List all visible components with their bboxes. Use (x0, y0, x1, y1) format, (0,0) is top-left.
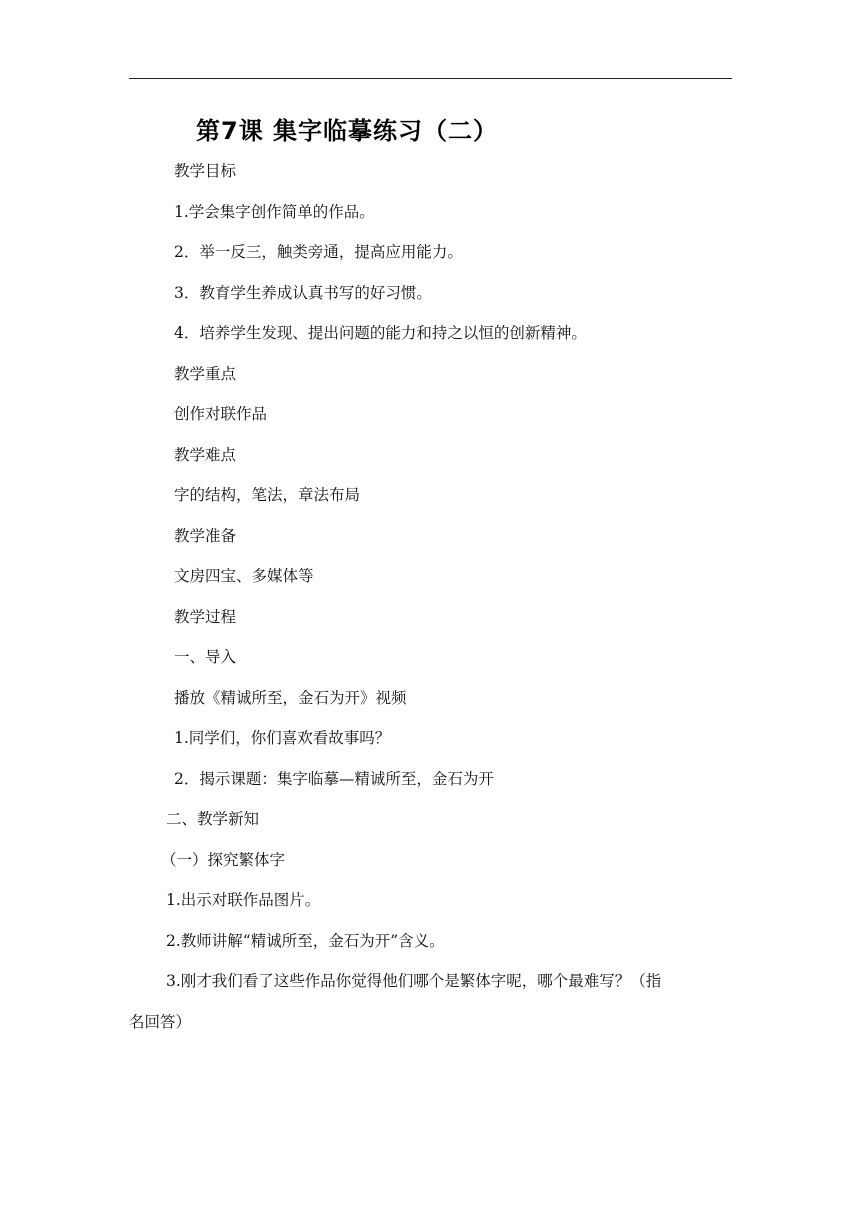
knowledge-item-2: 2.教师讲解“精诚所至，金石为开”含义。 (166, 932, 445, 950)
intro-item-1: 1.同学们，你们喜欢看故事吗？ (174, 729, 391, 747)
process-step-intro: 一、导入 (174, 648, 237, 666)
knowledge-item-1: 1.出示对联作品图片。 (166, 891, 321, 909)
page-title: 第7课 集字临摹练习（二） (196, 117, 499, 145)
intro-item-2: 2．揭示课题：集字临摹—精诚所至，金石为开 (174, 770, 494, 788)
section-heading-process: 教学过程 (174, 608, 237, 626)
section-heading-focus: 教学重点 (174, 365, 237, 383)
process-step-new-knowledge: 二、教学新知 (166, 810, 260, 828)
preparation-text: 文房四宝、多媒体等 (174, 567, 314, 585)
knowledge-item-3: 3.刚才我们看了这些作品你觉得他们哪个是繁体字呢，哪个最难写？（指 (166, 972, 662, 990)
goal-item-3: 3．教育学生养成认真书写的好习惯。 (174, 284, 432, 302)
section-heading-preparation: 教学准备 (174, 527, 237, 545)
section-heading-goals: 教学目标 (174, 162, 237, 180)
section-heading-difficulty: 教学难点 (174, 446, 237, 464)
goal-item-4: 4．培养学生发现、提出问题的能力和持之以恒的创新精神。 (174, 324, 587, 342)
focus-text: 创作对联作品 (174, 405, 268, 423)
goal-item-1: 1.学会集字创作简单的作品。 (174, 203, 375, 221)
goal-item-2: 2．举一反三，触类旁通，提高应用能力。 (174, 243, 463, 261)
header-rule (129, 78, 732, 79)
intro-video-text: 播放《精诚所至，金石为开》视频 (174, 689, 407, 707)
difficulty-text: 字的结构，笔法，章法布局 (174, 486, 361, 504)
subsection-traditional-chars: （一）探究繁体字 (161, 851, 286, 869)
knowledge-item-3-continued: 名回答） (129, 1013, 192, 1031)
